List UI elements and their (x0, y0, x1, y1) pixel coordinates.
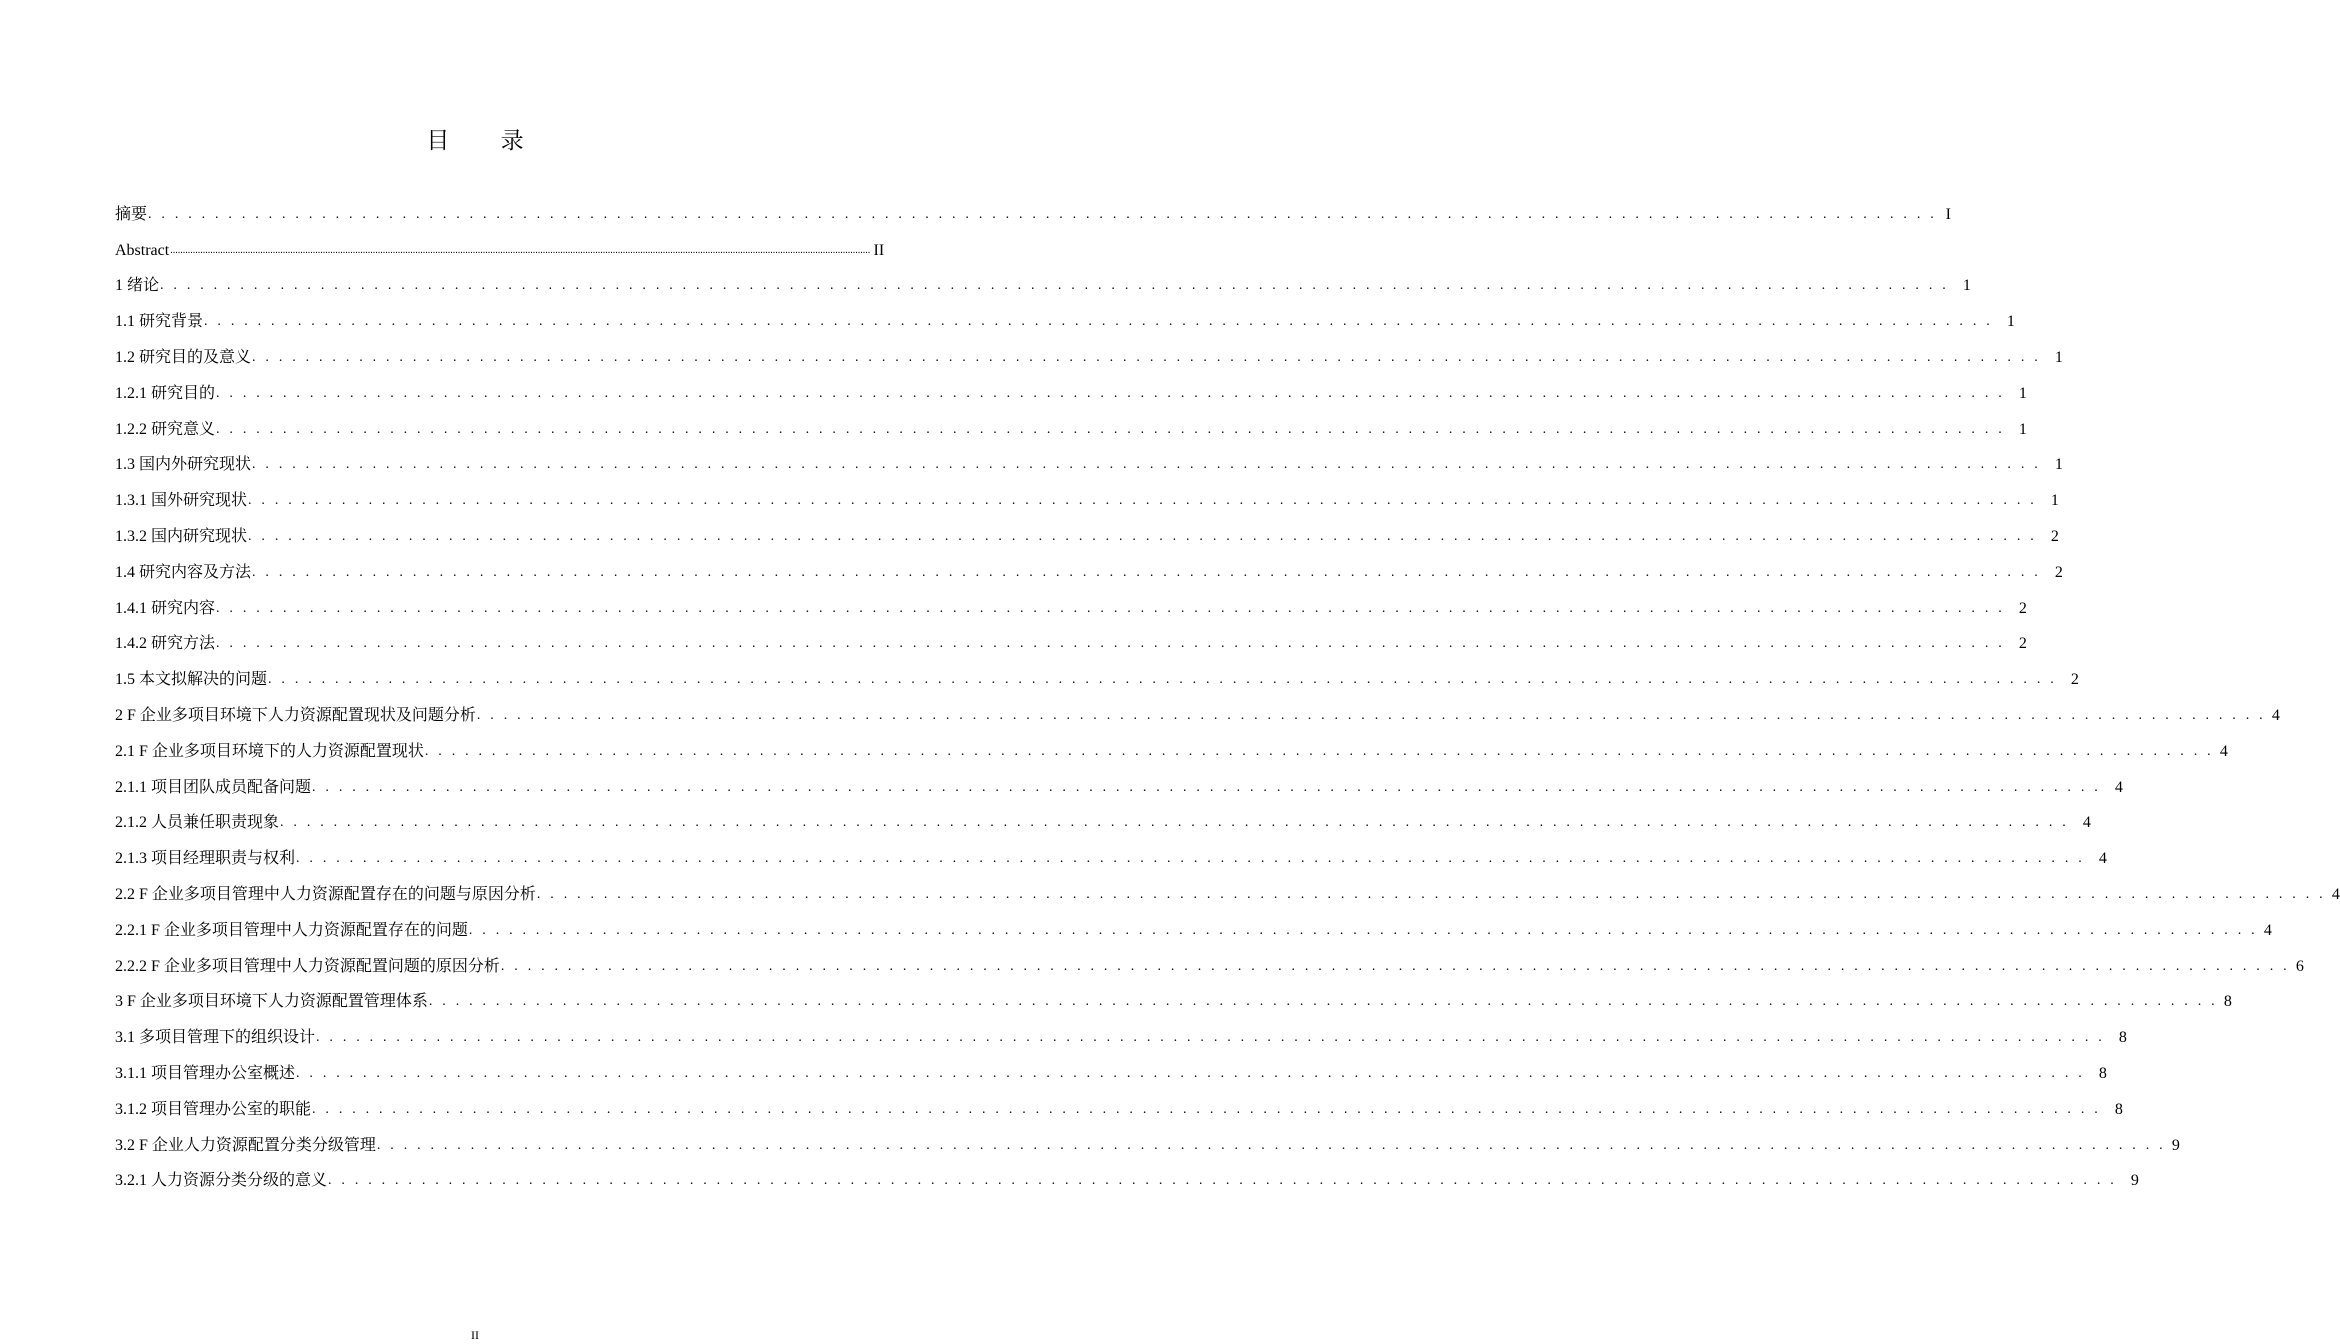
toc-entry-page-number: 4 (2263, 921, 2272, 939)
toc-entry[interactable] (115, 448, 2063, 484)
toc-entry-page-number: 4 (2219, 742, 2228, 760)
toc-entry-label: 1.4 研究内容及方法 (115, 563, 252, 581)
toc-entry-page-number: 9 (2171, 1136, 2180, 1154)
toc-leader-dots: . . . . . . . . . . . . . . . . . . . . . . . . . . . . . . . . . . . . . . . . . . . . . . . . . . . . . . . . . . . . . . . . . . . . . . . . . . . . . . . . . . . . . . . . . . . . . . . . . . . . . . . . . . . . . . . . . . . . . . . . . . . . . . . . . . . . . . (216, 385, 2005, 401)
toc-entry-label: 2.1.2 人员兼任职责现象 (115, 814, 280, 832)
toc-entry-label: 3.1.2 项目管理办公室的职能 (115, 1100, 312, 1118)
toc-leader-dots: . . . . . . . . . . . . . . . . . . . . . . . . . . . . . . . . . . . . . . . . . . . . . . . . . . . . . . . . . . . . . . . . . . . . . . . . . . . . . . . . . . . . . . . . . . . . . . . . . . . . . . . . . . . . . . . . . . . . . . . . . . . . . . . . . . . . . . (148, 206, 1937, 222)
toc-leader-dots: . . . . . . . . . . . . . . . . . . . . . . . . . . . . . . . . . . . . . . . . . . . . . . . . . . . . . . . . . . . . . . . . . . . . . . . . . . . . . . . . . . . . . . . . . . . . . . . . . . . . . . . . . . . . . . . . . . . . . . . . . . . . . . . . . . . . . . (500, 958, 2290, 974)
toc-entry-label: 3 F 企业多项目环境下人力资源配置管理体系 (115, 993, 428, 1011)
toc-entry-label: 2.1.1 项目团队成员配备问题 (115, 778, 312, 796)
toc-entry[interactable] (115, 269, 1971, 305)
toc-entry[interactable] (115, 734, 2228, 770)
table-of-contents (115, 197, 2340, 1199)
toc-entry-page-number: 8 (2098, 1065, 2107, 1083)
toc-leader-dots: . . . . . . . . . . . . . . . . . . . . . . . . . . . . . . . . . . . . . . . . . . . . . . . . . . . . . . . . . . . . . . . . . . . . . . . . . . . . . . . . . . . . . . . . . . . . . . . . . . . . . . . . . . . . . . . . . . . . . . . . . . . . . . . . . . . . . . (252, 457, 2041, 473)
toc-leader-dots: . . . . . . . . . . . . . . . . . . . . . . . . . . . . . . . . . . . . . . . . . . . . . . . . . . . . . . . . . . . . . . . . . . . . . . . . . . . . . . . . . . . . . . . . . . . . . . . . . . . . . . . . . . . . . . . . . . . . . . . . . . . . . . . . . . . . . . (160, 278, 1949, 294)
toc-entry[interactable] (115, 985, 2232, 1021)
toc-entry-page-number: 4 (2331, 886, 2340, 904)
toc-leader-dots: . . . . . . . . . . . . . . . . . . . . . . . . . . . . . . . . . . . . . . . . . . . . . . . . . . . . . . . . . . . . . . . . . . . . . . . . . . . . . . . . . . . . . . . . . . . . . . . . . . . . . . . . . . . . . . . . . . . . . . . . . . . . . . . . . . . . . . (424, 743, 2214, 759)
toc-entry-page-number: 1 (2054, 349, 2063, 367)
toc-entry[interactable] (115, 1128, 2180, 1164)
toc-entry-label: 2.2.2 F 企业多项目管理中人力资源配置问题的原因分析 (115, 957, 500, 975)
toc-entry-page-number: 1 (1962, 277, 1971, 295)
toc-entry-page-number: 2 (2018, 599, 2027, 617)
toc-entry-label: 1.3.1 国外研究现状 (115, 492, 248, 510)
toc-leader-dots: . . . . . . . . . . . . . . . . . . . . . . . . . . . . . . . . . . . . . . . . . . . . . . . . . . . . . . . . . . . . . . . . . . . . . . . . . . . . . . . . . . . . . . . . . . . . . . . . . . . . . . . . . . . . . . . . . . . . . . . . . . . . . . . . . . . . . . (296, 851, 2085, 867)
page-number: II (471, 1328, 479, 1342)
toc-entry[interactable] (115, 304, 2015, 340)
toc-entry[interactable] (115, 555, 2063, 591)
toc-entry[interactable] (115, 591, 2027, 627)
toc-entry-label: 3.1 多项目管理下的组织设计 (115, 1029, 316, 1047)
toc-entry-page-number: II (873, 241, 885, 259)
toc-entry[interactable] (115, 877, 2340, 913)
toc-entry-page-number: 4 (2114, 778, 2123, 796)
toc-entry-label: 1.4.1 研究内容 (115, 599, 216, 617)
toc-leader-dots: ........................................................................................................................................................................................................................................................................................ (170, 244, 871, 256)
toc-entry-label: 3.1.1 项目管理办公室概述 (115, 1065, 296, 1083)
toc-entry-label: 3.2 F 企业人力资源配置分类分级管理 (115, 1136, 376, 1154)
toc-entry-page-number: 1 (2054, 456, 2063, 474)
toc-entry-label: 1.2 研究目的及意义 (115, 349, 252, 367)
toc-entry[interactable] (115, 949, 2304, 985)
toc-entry-label: 2.2.1 F 企业多项目管理中人力资源配置存在的问题 (115, 921, 468, 939)
toc-leader-dots: . . . . . . . . . . . . . . . . . . . . . . . . . . . . . . . . . . . . . . . . . . . . . . . . . . . . . . . . . . . . . . . . . . . . . . . . . . . . . . . . . . . . . . . . . . . . . . . . . . . . . . . . . . . . . . . . . . . . . . . . . . . . . . . . . . . . . . (252, 350, 2041, 366)
toc-entry-page-number: 6 (2295, 957, 2304, 975)
toc-entry-label: 1.2.1 研究目的 (115, 384, 216, 402)
toc-leader-dots: . . . . . . . . . . . . . . . . . . . . . . . . . . . . . . . . . . . . . . . . . . . . . . . . . . . . . . . . . . . . . . . . . . . . . . . . . . . . . . . . . . . . . . . . . . . . . . . . . . . . . . . . . . . . . . . . . . . . . . . . . . . . . . . . . . . . . . (316, 1030, 2105, 1046)
toc-entry[interactable] (115, 1020, 2127, 1056)
toc-entry[interactable] (115, 1056, 2107, 1092)
toc-leader-dots: . . . . . . . . . . . . . . . . . . . . . . . . . . . . . . . . . . . . . . . . . . . . . . . . . . . . . . . . . . . . . . . . . . . . . . . . . . . . . . . . . . . . . . . . . . . . . . . . . . . . . . . . . . . . . . . . . . . . . . . . . . . . . . . . . . . . . . (328, 1173, 2117, 1189)
toc-entry-page-number: 8 (2118, 1029, 2127, 1047)
toc-entry-page-number: 1 (2018, 420, 2027, 438)
toc-leader-dots: . . . . . . . . . . . . . . . . . . . . . . . . . . . . . . . . . . . . . . . . . . . . . . . . . . . . . . . . . . . . . . . . . . . . . . . . . . . . . . . . . . . . . . . . . . . . . . . . . . . . . . . . . . . . . . . . . . . . . . . . . . . . . . . . . . . . . . (216, 600, 2005, 616)
toc-entry[interactable] (115, 1164, 2139, 1200)
toc-entry-page-number: 2 (2050, 528, 2059, 546)
toc-leader-dots: . . . . . . . . . . . . . . . . . . . . . . . . . . . . . . . . . . . . . . . . . . . . . . . . . . . . . . . . . . . . . . . . . . . . . . . . . . . . . . . . . . . . . . . . . . . . . . . . . . . . . . . . . . . . . . . . . . . . . . . . . . . . . . . . . . . . . . (268, 672, 2057, 688)
toc-entry[interactable] (115, 233, 885, 269)
toc-entry[interactable] (115, 913, 2272, 949)
toc-entry-label: 2.1 F 企业多项目环境下的人力资源配置现状 (115, 742, 424, 760)
toc-leader-dots: . . . . . . . . . . . . . . . . . . . . . . . . . . . . . . . . . . . . . . . . . . . . . . . . . . . . . . . . . . . . . . . . . . . . . . . . . . . . . . . . . . . . . . . . . . . . . . . . . . . . . . . . . . . . . . . . . . . . . . . . . . . . . . . . . . . . . . (296, 1066, 2085, 1082)
toc-leader-dots: . . . . . . . . . . . . . . . . . . . . . . . . . . . . . . . . . . . . . . . . . . . . . . . . . . . . . . . . . . . . . . . . . . . . . . . . . . . . . . . . . . . . . . . . . . . . . . . . . . . . . . . . . . . . . . . . . . . . . . . . . . . . . . . . . . . . . . (376, 1137, 2166, 1153)
toc-entry[interactable] (115, 770, 2123, 806)
toc-leader-dots: . . . . . . . . . . . . . . . . . . . . . . . . . . . . . . . . . . . . . . . . . . . . . . . . . . . . . . . . . . . . . . . . . . . . . . . . . . . . . . . . . . . . . . . . . . . . . . . . . . . . . . . . . . . . . . . . . . . . . . . . . . . . . . . . . . . . . . (252, 564, 2041, 580)
page-title: 目 录 (426, 128, 546, 154)
toc-entry-page-number: 2 (2054, 563, 2063, 581)
toc-leader-dots: . . . . . . . . . . . . . . . . . . . . . . . . . . . . . . . . . . . . . . . . . . . . . . . . . . . . . . . . . . . . . . . . . . . . . . . . . . . . . . . . . . . . . . . . . . . . . . . . . . . . . . . . . . . . . . . . . . . . . . . . . . . . . . . . . . . . . . (468, 922, 2258, 938)
toc-leader-dots: . . . . . . . . . . . . . . . . . . . . . . . . . . . . . . . . . . . . . . . . . . . . . . . . . . . . . . . . . . . . . . . . . . . . . . . . . . . . . . . . . . . . . . . . . . . . . . . . . . . . . . . . . . . . . . . . . . . . . . . . . . . . . . . . . . . . . . (428, 994, 2218, 1010)
toc-entry-label: 2.2 F 企业多项目管理中人力资源配置存在的问题与原因分析 (115, 886, 536, 904)
toc-leader-dots: . . . . . . . . . . . . . . . . . . . . . . . . . . . . . . . . . . . . . . . . . . . . . . . . . . . . . . . . . . . . . . . . . . . . . . . . . . . . . . . . . . . . . . . . . . . . . . . . . . . . . . . . . . . . . . . . . . . . . . . . . . . . . . . . . . . . . . (216, 421, 2005, 437)
toc-entry-page-number: 8 (2223, 993, 2232, 1011)
toc-entry[interactable] (115, 340, 2063, 376)
toc-entry[interactable] (115, 1092, 2123, 1128)
toc-entry-label: 1.1 研究背景 (115, 313, 204, 331)
toc-leader-dots: . . . . . . . . . . . . . . . . . . . . . . . . . . . . . . . . . . . . . . . . . . . . . . . . . . . . . . . . . . . . . . . . . . . . . . . . . . . . . . . . . . . . . . . . . . . . . . . . . . . . . . . . . . . . . . . . . . . . . . . . . . . . . . . . . . . . . . (248, 493, 2037, 509)
toc-entry-page-number: 9 (2130, 1172, 2139, 1190)
toc-entry[interactable] (115, 806, 2091, 842)
toc-entry-label: 摘要 (115, 205, 148, 223)
toc-entry[interactable] (115, 627, 2027, 663)
toc-entry-label: 1.5 本文拟解决的问题 (115, 671, 268, 689)
toc-leader-dots: . . . . . . . . . . . . . . . . . . . . . . . . . . . . . . . . . . . . . . . . . . . . . . . . . . . . . . . . . . . . . . . . . . . . . . . . . . . . . . . . . . . . . . . . . . . . . . . . . . . . . . . . . . . . . . . . . . . . . . . . . . . . . . . . . . . . . . (280, 815, 2069, 831)
toc-entry[interactable] (115, 412, 2027, 448)
toc-leader-dots: . . . . . . . . . . . . . . . . . . . . . . . . . . . . . . . . . . . . . . . . . . . . . . . . . . . . . . . . . . . . . . . . . . . . . . . . . . . . . . . . . . . . . . . . . . . . . . . . . . . . . . . . . . . . . . . . . . . . . . . . . . . . . . . . . . . . . . (476, 708, 2266, 724)
toc-entry-label: 2.1.3 项目经理职责与权利 (115, 850, 296, 868)
toc-leader-dots: . . . . . . . . . . . . . . . . . . . . . . . . . . . . . . . . . . . . . . . . . . . . . . . . . . . . . . . . . . . . . . . . . . . . . . . . . . . . . . . . . . . . . . . . . . . . . . . . . . . . . . . . . . . . . . . . . . . . . . . . . . . . . . . . . . . . . . (312, 1101, 2101, 1117)
toc-leader-dots: . . . . . . . . . . . . . . . . . . . . . . . . . . . . . . . . . . . . . . . . . . . . . . . . . . . . . . . . . . . . . . . . . . . . . . . . . . . . . . . . . . . . . . . . . . . . . . . . . . . . . . . . . . . . . . . . . . . . . . . . . . . . . . . . . . . . . . (312, 779, 2101, 795)
toc-entry-page-number: I (1945, 205, 1951, 223)
toc-leader-dots: . . . . . . . . . . . . . . . . . . . . . . . . . . . . . . . . . . . . . . . . . . . . . . . . . . . . . . . . . . . . . . . . . . . . . . . . . . . . . . . . . . . . . . . . . . . . . . . . . . . . . . . . . . . . . . . . . . . . . . . . . . . . . . . . . . . . . . (216, 636, 2005, 652)
toc-entry-page-number: 4 (2098, 850, 2107, 868)
toc-entry[interactable] (115, 519, 2059, 555)
toc-entry[interactable] (115, 483, 2059, 519)
toc-entry-page-number: 4 (2271, 707, 2280, 725)
toc-entry-page-number: 1 (2018, 384, 2027, 402)
toc-entry[interactable] (115, 662, 2079, 698)
toc-entry-label: 1.3 国内外研究现状 (115, 456, 252, 474)
toc-entry-page-number: 1 (2006, 313, 2015, 331)
toc-entry-label: Abstract (115, 241, 170, 259)
toc-entry-label: 1.4.2 研究方法 (115, 635, 216, 653)
toc-entry-label: 3.2.1 人力资源分类分级的意义 (115, 1172, 328, 1190)
toc-entry[interactable] (115, 197, 1951, 233)
toc-leader-dots: . . . . . . . . . . . . . . . . . . . . . . . . . . . . . . . . . . . . . . . . . . . . . . . . . . . . . . . . . . . . . . . . . . . . . . . . . . . . . . . . . . . . . . . . . . . . . . . . . . . . . . . . . . . . . . . . . . . . . . . . . . . . . . . . . . . . . . (248, 529, 2037, 545)
toc-leader-dots: . . . . . . . . . . . . . . . . . . . . . . . . . . . . . . . . . . . . . . . . . . . . . . . . . . . . . . . . . . . . . . . . . . . . . . . . . . . . . . . . . . . . . . . . . . . . . . . . . . . . . . . . . . . . . . . . . . . . . . . . . . . . . . . . . . . . . . (536, 887, 2326, 903)
toc-entry-page-number: 1 (2050, 492, 2059, 510)
toc-entry-label: 1.2.2 研究意义 (115, 420, 216, 438)
toc-entry[interactable] (115, 376, 2027, 412)
toc-entry-label: 1 绪论 (115, 277, 160, 295)
toc-entry[interactable] (115, 841, 2107, 877)
toc-entry-page-number: 8 (2114, 1100, 2123, 1118)
toc-entry-page-number: 4 (2082, 814, 2091, 832)
toc-entry-page-number: 2 (2018, 635, 2027, 653)
toc-entry-page-number: 2 (2070, 671, 2079, 689)
toc-entry-label: 2 F 企业多项目环境下人力资源配置现状及问题分析 (115, 707, 476, 725)
toc-leader-dots: . . . . . . . . . . . . . . . . . . . . . . . . . . . . . . . . . . . . . . . . . . . . . . . . . . . . . . . . . . . . . . . . . . . . . . . . . . . . . . . . . . . . . . . . . . . . . . . . . . . . . . . . . . . . . . . . . . . . . . . . . . . . . . . . . . . . . . (204, 314, 1993, 330)
toc-entry[interactable] (115, 698, 2280, 734)
toc-entry-label: 1.3.2 国内研究现状 (115, 528, 248, 546)
